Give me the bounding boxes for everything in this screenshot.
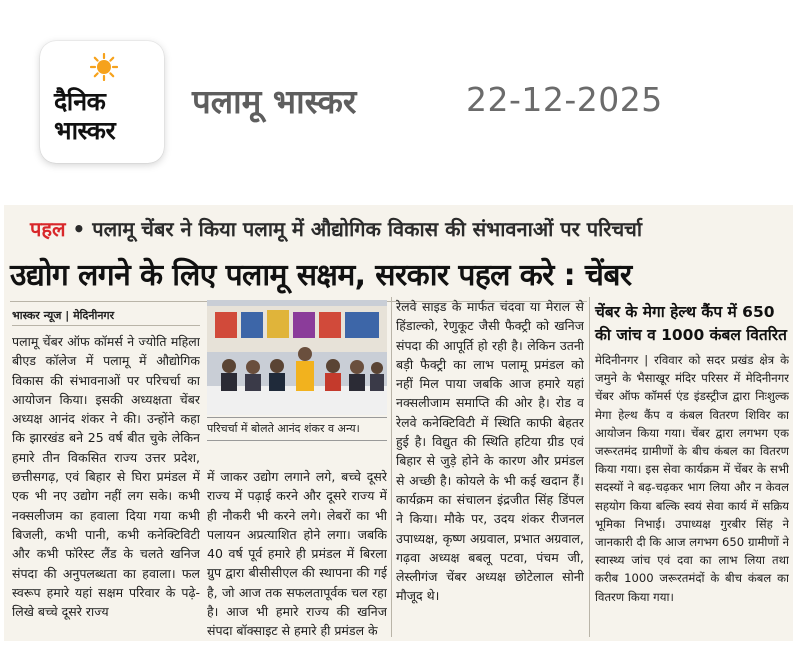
article-headline: उद्योग लगने के लिए पलामू सक्षम, सरकार पहल करे : चेंबर (10, 258, 632, 293)
dainik-bhaskar-logo[interactable] (40, 41, 164, 163)
article-column-1: पलामू चेंबर ऑफ कॉमर्स ने ज्योति महिला बीएड कॉलेज में पलामू में औद्योगिक विकास की संभावनाओं पर परिचर्चा का आयोजन किया। इसकी अध्यक्षता चेंबर अध्यक्ष आनंद शंकर ने की। उन्होंने कहा कि झारखंड बने 25 वर्ष बीत चुके लेकिन हमारे तीन विकसित राज्य उत्तर प्रदेश, छत्तीसगढ़, एवं बिहार से घिरा प्रमंडल में एक भी नए उद्योग नहीं लग सके। कभी नक्सलीजम का हवाला दिया गया कभी बिजली, कभी पानी, कभी कनेक्टिविटी और कभी फॉरेस्ट लैंड के चलते खनिज संपदा की अनुपलब्धता का हवाला। फल स्वरूप हमारे यहां सक्षम परिवार के पढ़े-लिखे बच्चे दूसरे राज्य (12, 334, 200, 620)
column-divider (391, 297, 392, 637)
divider (12, 325, 200, 326)
logo-wordmark (54, 87, 154, 145)
event-photo (207, 300, 387, 415)
side-story-headline: चेंबर के मेगा हेल्थ कैंप में 650 की जांच व 1000 कंबल वितरित (595, 303, 787, 344)
side-story-body: मेदिनीनगर | रविवार को सदर प्रखंड क्षेत्र के जमुने के भैसाखूर मंदिर परिसर में मेदिनीनगर चेंबर ऑफ कॉमर्स एंड इंडस्ट्रीज द्वारा निःशुल्क मेगा हेल्थ कैंप व कंबल वितरण शिविर का आयोजन किया गया। चेंबर द्वारा लगभग एक जरूरतमंद ग्रामीणों के बीच कंबल का वितरण किया गया। इस सेवा कार्यक्रम में चेंबर के सभी सदस्यों ने बढ़-चढ़कर भाग लिया और न केवल सहयोग किया बल्कि स्वयं सेवा कार्य में सक्रिय भूमिका निभाई। उपाध्यक्ष गुरबीर सिंह ने जानकारी दी कि आज लगभग 650 ग्रामीणों ने स्वास्थ्य जांच एवं दवा का लाभ लिया तथा करीब 1000 जरूरतमंदों के बीच कंबल का वितरण किया गया। (595, 353, 789, 604)
masthead-title: पलामू भास्कर (192, 82, 357, 121)
logo-line-2: भास्कर (54, 116, 116, 145)
article-column-3: रेलवे साइड के मार्फत चंदवा या मेराल से हिंडाल्को, रेणुकूट जैसी फैक्ट्री को खनिज संपदा की आपूर्ति हो रही है। लेकिन उतनी बड़ी फैक्ट्री का लाभ पलामू प्रमंडल को नहीं मिल पाया जबकि आज हमारे यहां नक्सलीजाम समाप्ति की ओर है। रोड व रेलवे कनेक्टिविटी में स्थिति काफी बेहतर हुई है। विद्युत की स्थिति हटिया ग्रीड एवं बिहार से जुड़े होने के कारण और प्रमंडल से अच्छी है। कोयले के भी कई खदान हैं। कार्यक्रम का संचालन इंद्रजीत सिंह डिंपल ने किया। मौके पर, उदय शंकर रीजनल उपाध्यक्ष, कृष्ण अग्रवाल, प्रभात अग्रवाल, गढ़वा अध्यक्ष बबलू पटवा, पंचम जी, लेस्लीगंज चेंबर अध्यक्ष छोटेलाल सोनी मौजूद थे। (396, 299, 584, 604)
app-header (0, 0, 797, 200)
kicker-text: • पलामू चेंबर ने किया पलामू में औद्योगिक विकास की संभावनाओं पर परिचर्चा (72, 217, 643, 241)
photo-caption: परिचर्चा में बोलते आनंद शंकर व अन्य। (207, 417, 387, 441)
article-column-2: में जाकर उद्योग लगाने लगे, बच्चे दूसरे राज्य में पढ़ाई करने और दूसरे राज्य में ही नौकरी भी करने लगे। लेबरों का भी पलायन अप्रत्याशित होने लगा। जबकि 40 वर्ष पूर्व हमारे ही प्रमंडल में बिरला ग्रुप द्वारा बीसीसीएल की स्थापना की गई है, जो आज तक सफलतापूर्वक चल रहा है। आज भी हमारे राज्य की खनिज संपदा बॉक्साइट से हमारे ही प्रमंडल के (207, 469, 387, 639)
event-photo-illustration (207, 300, 387, 415)
article-kicker (30, 215, 642, 242)
logo-line-1: दैनिक (54, 87, 106, 116)
sun-icon (90, 53, 118, 81)
column-divider (589, 297, 590, 637)
newspaper-clipping (4, 205, 793, 641)
kicker-tag: पहल (30, 217, 66, 241)
article-byline: भास्कर न्यूज | मेदिनीनगर (12, 309, 115, 322)
edition-date: 22-12-2025 (466, 80, 663, 119)
